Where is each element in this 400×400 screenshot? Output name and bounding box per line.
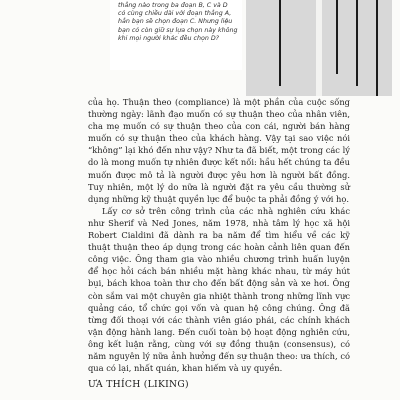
line-a: [279, 0, 281, 86]
caption-line: có cùng chiều dài với đoạn thẳng A,: [118, 10, 232, 18]
section-heading: ƯA THÍCH (LIKING): [88, 379, 189, 390]
paragraph: Lấy cơ sở trên công trình của các nhà nghiên cứu khác như Sherif và Ned Jones, năm 1978, nhà tâm lý học xã hội Robert Cialdini đã dành ra ba năm để tìm hiểu về các kỹ thuật thuận theo áp dụng trong các hoàn cảnh liên quan đến công việc. Ông tham gia vào nhiều chương trình huấn luyện để học hỏi cách bán nhiều mặt hàng khác nhau, từ máy hút bụi, bách khoa toàn thư cho đến bất động sản và xe hơi. Ông còn sắm vai một chuyên gia nhiệt thành trong những lĩnh vực quảng cáo, tổ chức gọi vốn và quan hệ công chúng. Ông đã từng đối thoại với các thành viên giáo phái, các chính khách vận động hành lang. Đến cuối toàn bộ hoạt động nghiên cứu, ông kết luận rằng, cùng với sự đồng thuận (consensus), có năm nguyên lý nữa ảnh hưởng đến sự thuận theo: ưa thích, có qua có lại, nhất quán, khan hiếm và uy quyền.: [88, 205, 350, 374]
caption-line: khi mọi người khác đều chọn D?: [118, 34, 220, 42]
card-reference-line: [246, 0, 316, 96]
line-d: [376, 0, 378, 96]
caption-line: hẳn bạn sẽ chọn đoạn C. Nhưng liệu: [118, 18, 233, 26]
figure-caption: [118, 2, 244, 43]
caption-line: bạn có còn giữ sự lựa chọn này không: [118, 26, 238, 34]
paragraph: của họ. Thuận theo (compliance) là một phần của cuộc sống thường ngày: lãnh đạo muốn có sự thuận theo của nhân viên, cha mẹ muốn có sự thuận theo của con cái, người bán hàng muốn có sự thuận theo của khách hàng. Vậy tại sao việc nói “không” lại khó đến như vậy? Như ta đã biết, một trong các lý do là mong muốn tự nhiên được kết nối: hầu hết chúng ta đều muốn được mô tả là người được yêu hơn là người bất đồng. Tuy nhiên, một lý do nữa là người đặt ra yêu cầu thường sử dụng những kỹ thuật quyền lực để buộc ta phải đồng ý với họ.: [88, 97, 350, 204]
card-comparison-lines: [322, 0, 392, 96]
line-c: [356, 0, 358, 86]
caption-line: thẳng nào trong ba đoạn B, C và D: [118, 2, 228, 9]
line-b: [336, 0, 338, 74]
figure-lines-experiment: [0, 0, 400, 96]
body-text: [88, 96, 350, 374]
